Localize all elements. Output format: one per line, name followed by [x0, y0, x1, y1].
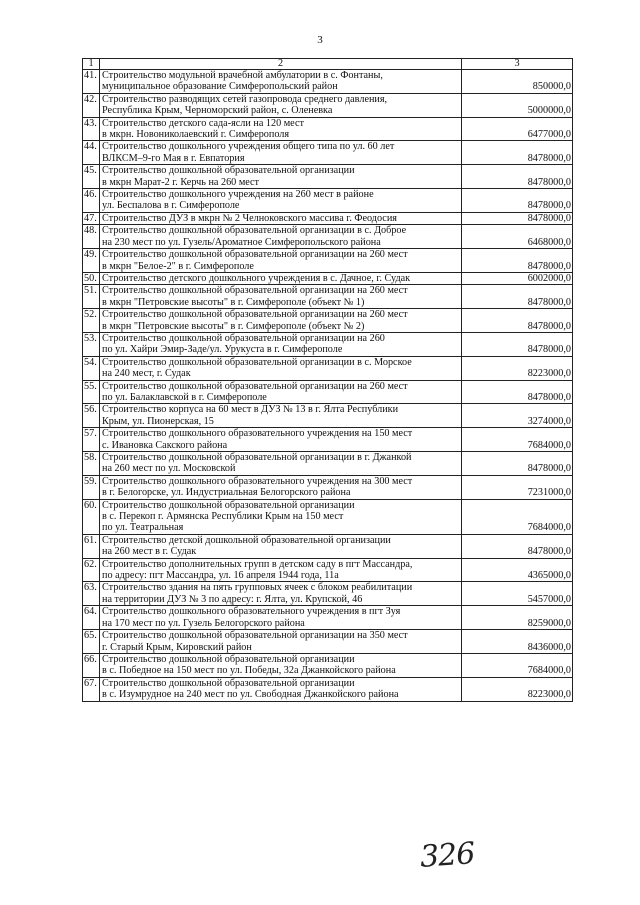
row-description	[100, 165, 462, 189]
row-description	[100, 141, 462, 165]
row-description	[100, 285, 462, 309]
row-description	[100, 332, 462, 356]
description-line: Строительство дошкольной образовательной организации в с. Доброе	[102, 225, 407, 237]
description-line: Строительство дошкольной образовательной организации на 260 мест	[102, 309, 408, 321]
column-header-amount: 3	[462, 59, 573, 70]
row-amount: 6468000,0	[462, 225, 573, 249]
row-amount: 8478000,0	[462, 309, 573, 333]
row-amount: 8478000,0	[462, 534, 573, 558]
row-amount: 8478000,0	[462, 452, 573, 476]
description-line: в мкрн Марат-2 г. Керчь на 260 мест	[102, 176, 260, 188]
table-row	[83, 582, 573, 606]
row-number: 44.	[83, 141, 100, 165]
row-number: 43.	[83, 117, 100, 141]
row-number: 57.	[83, 428, 100, 452]
row-number: 63.	[83, 582, 100, 606]
table-row	[83, 93, 573, 117]
row-description	[100, 380, 462, 404]
table-row	[83, 249, 573, 273]
table-row	[83, 534, 573, 558]
row-number: 46.	[83, 189, 100, 213]
table-row	[83, 189, 573, 213]
description-line: ВЛКСМ–9-го Мая в г. Евпатория	[102, 152, 245, 164]
row-description	[100, 117, 462, 141]
row-description	[100, 356, 462, 380]
row-description	[100, 499, 462, 534]
description-line: в мкрн "Петровские высоты" в г. Симферополе (объект № 2)	[102, 320, 365, 332]
description-line: Строительство дошкольной образовательной организации	[102, 653, 355, 665]
row-description	[100, 677, 462, 701]
row-amount: 8436000,0	[462, 630, 573, 654]
row-number: 48.	[83, 225, 100, 249]
description-line: в мкрн "Белое-2" в г. Симферополе	[102, 260, 254, 272]
description-line: Строительство дошкольной образовательной организации в г. Джанкой	[102, 452, 412, 463]
row-amount: 7684000,0	[462, 428, 573, 452]
row-amount: 8478000,0	[462, 380, 573, 404]
row-amount: 8478000,0	[462, 141, 573, 165]
row-number: 54.	[83, 356, 100, 380]
description-line: Строительство дошкольного учреждения на 260 мест в районе	[102, 189, 374, 201]
table-row	[83, 452, 573, 476]
row-description	[100, 428, 462, 452]
description-line: в г. Белогорске, ул. Индустриальная Белогорского района	[102, 487, 351, 499]
description-line: Строительство здания на пять групповых ячеек с блоком реабилитации	[102, 582, 413, 594]
row-number: 50.	[83, 272, 100, 284]
description-line: в с. Победное на 150 мест по ул. Победы, 32а Джанкойского района	[102, 665, 396, 677]
description-line: Строительство дошкольной образовательной организации	[102, 499, 355, 511]
description-line: Строительство дошкольной образовательной организации на 260 мест	[102, 249, 408, 261]
row-number: 45.	[83, 165, 100, 189]
description-line: Строительство дошкольной образовательной организации на 260 мест	[102, 380, 408, 392]
row-description	[100, 212, 462, 224]
row-amount: 5000000,0	[462, 93, 573, 117]
row-number: 49.	[83, 249, 100, 273]
table-row	[83, 606, 573, 630]
table-row	[83, 165, 573, 189]
row-amount: 3274000,0	[462, 404, 573, 428]
description-line: Строительство детского сада-ясли на 120 мест	[102, 117, 304, 129]
table-row	[83, 285, 573, 309]
table-row	[83, 70, 573, 94]
description-line: Строительство дошкольной образовательной организации	[102, 677, 355, 689]
row-amount: 7684000,0	[462, 653, 573, 677]
description-line: Строительство дошкольной образовательной организации на 260	[102, 332, 385, 344]
description-line: Строительство дошкольного учреждения общего типа по ул. 60 лет	[102, 141, 395, 153]
row-number: 52.	[83, 309, 100, 333]
description-line: в мкрн "Петровские высоты" в г. Симферополе (объект № 1)	[102, 296, 365, 308]
row-description	[100, 653, 462, 677]
row-amount: 8223000,0	[462, 677, 573, 701]
description-line: ул. Беспалова в г. Симферополе	[102, 200, 240, 212]
row-amount: 7684000,0	[462, 499, 573, 534]
description-line: Строительство дошкольной образовательной организации на 260 мест	[102, 285, 408, 297]
row-amount: 6002000,0	[462, 272, 573, 284]
description-line: на территории ДУЗ № 3 по адресу: г. Ялта, ул. Крупской, 46	[102, 593, 363, 605]
description-line: на 170 мест по ул. Гузель Белогорского района	[102, 617, 305, 629]
description-line: Строительство модульной врачебной амбулатории в с. Фонтаны,	[102, 70, 383, 81]
row-description	[100, 582, 462, 606]
row-number: 59.	[83, 475, 100, 499]
description-line: Строительство дошкольного образовательного учреждения на 150 мест	[102, 428, 413, 440]
description-line: на 240 мест, г. Судак	[102, 368, 191, 380]
row-number: 67.	[83, 677, 100, 701]
row-description	[100, 309, 462, 333]
table-row	[83, 380, 573, 404]
row-description	[100, 93, 462, 117]
row-amount: 8478000,0	[462, 249, 573, 273]
table-row	[83, 117, 573, 141]
description-line: муниципальное образование Симферопольский район	[102, 81, 338, 93]
table-row	[83, 309, 573, 333]
row-description	[100, 630, 462, 654]
table-row	[83, 475, 573, 499]
table-row	[83, 428, 573, 452]
row-description	[100, 404, 462, 428]
description-line: в с. Изумрудное на 240 мест по ул. Свободная Джанкойского района	[102, 689, 399, 701]
handwritten-page-number: 326	[418, 836, 476, 875]
description-line: с. Ивановка Сакского района	[102, 439, 228, 451]
description-line: Строительство разводящих сетей газопровода среднего давления,	[102, 93, 388, 105]
data-table	[82, 58, 573, 702]
table-row	[83, 212, 573, 224]
row-amount: 8478000,0	[462, 212, 573, 224]
column-header-number: 1	[83, 59, 100, 70]
description-line: Строительство дошкольного образовательного учреждения в пгт Зуя	[102, 606, 401, 618]
description-line: по адресу: пгт Массандра, ул. 16 апреля 1944 года, 11а	[102, 570, 339, 582]
table-row	[83, 404, 573, 428]
description-line: по ул. Хайри Эмир-Заде/ул. Урукуста в г. Симферополе	[102, 344, 343, 356]
row-number: 64.	[83, 606, 100, 630]
description-line: г. Старый Крым, Кировский район	[102, 641, 252, 653]
description-line: Строительство детского дошкольного учреждения в с. Дачное, г. Судак	[102, 272, 411, 284]
row-amount: 7231000,0	[462, 475, 573, 499]
row-amount: 4365000,0	[462, 558, 573, 582]
row-amount: 8259000,0	[462, 606, 573, 630]
description-line: Строительство дополнительных групп в детском саду в пгт Массандра,	[102, 558, 413, 570]
row-number: 41.	[83, 70, 100, 94]
row-description	[100, 475, 462, 499]
table-row	[83, 558, 573, 582]
row-description	[100, 272, 462, 284]
row-description	[100, 70, 462, 94]
table-row	[83, 332, 573, 356]
description-line: на 260 мест по ул. Московской	[102, 463, 236, 475]
description-line: Строительство дошкольной образовательной организации на 350 мест	[102, 630, 408, 642]
row-amount: 8478000,0	[462, 189, 573, 213]
row-number: 62.	[83, 558, 100, 582]
table-row	[83, 653, 573, 677]
description-line: на 230 мест по ул. Гузель/Ароматное Симферопольского района	[102, 236, 381, 248]
description-line: в мкрн. Новониколаевский г. Симферополя	[102, 129, 290, 141]
description-line: по ул. Балаклавской в г. Симферополе	[102, 391, 267, 403]
description-line: по ул. Театральная	[102, 522, 184, 534]
table-row	[83, 141, 573, 165]
row-amount: 8478000,0	[462, 285, 573, 309]
table-row	[83, 356, 573, 380]
row-description	[100, 189, 462, 213]
row-number: 53.	[83, 332, 100, 356]
description-line: Строительство ДУЗ в мкрн № 2 Челноковского массива г. Феодосия	[102, 212, 397, 224]
row-number: 66.	[83, 653, 100, 677]
row-number: 51.	[83, 285, 100, 309]
row-amount: 8223000,0	[462, 356, 573, 380]
table-row	[83, 630, 573, 654]
row-number: 58.	[83, 452, 100, 476]
table-row	[83, 225, 573, 249]
row-number: 61.	[83, 534, 100, 558]
row-amount: 8478000,0	[462, 165, 573, 189]
row-number: 42.	[83, 93, 100, 117]
table-header-row	[83, 59, 573, 70]
row-description	[100, 558, 462, 582]
description-line: Строительство дошкольной образовательной организации в с. Морское	[102, 356, 412, 368]
row-description	[100, 225, 462, 249]
row-description	[100, 534, 462, 558]
description-line: в с. Перекоп г. Армянска Республики Крым на 150 мест	[102, 511, 344, 523]
page-number: 3	[317, 34, 323, 46]
table-body	[83, 70, 573, 702]
row-amount: 5457000,0	[462, 582, 573, 606]
description-line: Строительство детской дошкольной образовательной организации	[102, 534, 391, 546]
description-line: на 260 мест в г. Судак	[102, 546, 197, 558]
row-number: 56.	[83, 404, 100, 428]
row-amount: 6477000,0	[462, 117, 573, 141]
table-row	[83, 677, 573, 701]
description-line: Крым, ул. Пионерская, 15	[102, 415, 214, 427]
description-line: Строительство дошкольного образовательного учреждения на 300 мест	[102, 475, 413, 487]
description-line: Строительство дошкольной образовательной организации	[102, 165, 355, 177]
column-header-description: 2	[100, 59, 462, 70]
description-line: Строительство корпуса на 60 мест в ДУЗ № 13 в г. Ялта Республики	[102, 404, 399, 416]
table-row	[83, 272, 573, 284]
table-row	[83, 499, 573, 534]
row-number: 47.	[83, 212, 100, 224]
row-description	[100, 249, 462, 273]
row-description	[100, 606, 462, 630]
row-amount: 850000,0	[462, 70, 573, 94]
row-amount: 8478000,0	[462, 332, 573, 356]
row-number: 60.	[83, 499, 100, 534]
row-number: 65.	[83, 630, 100, 654]
row-description	[100, 452, 462, 476]
description-line: Республика Крым, Черноморский район, с. Оленевка	[102, 105, 333, 117]
row-number: 55.	[83, 380, 100, 404]
